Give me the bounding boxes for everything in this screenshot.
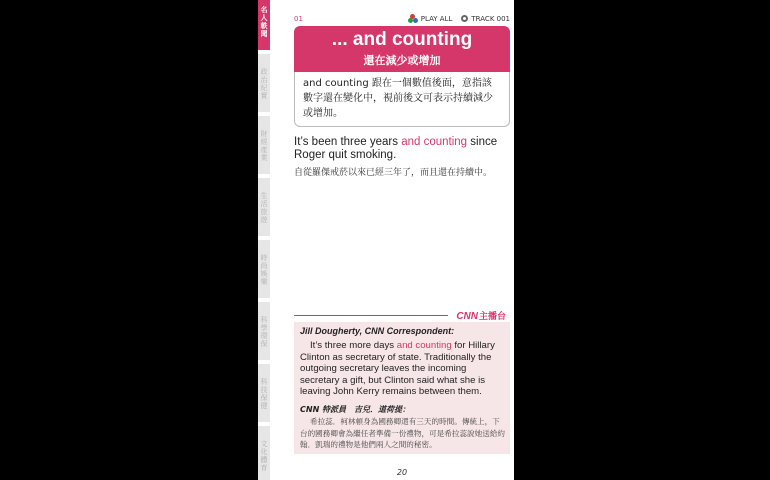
example-highlight: and counting — [401, 136, 468, 148]
cnn-logo: CNN — [456, 311, 478, 322]
cnn-quote-panel — [294, 322, 510, 454]
tab-finance[interactable]: 財經產業 — [258, 116, 270, 174]
play-all-icon[interactable] — [408, 14, 418, 23]
cnn-anchor-label: 主播台 — [478, 312, 506, 322]
tab-lifestyle[interactable]: 生活旅遊 — [258, 178, 270, 236]
quote-english: It’s three more days and counting for Hillary Clinton as secretary of state. Traditionally the outgoing secretary leaves the incoming secretary a gift, but Clinton said what she is leaving John Kerry remains between them. — [300, 340, 495, 398]
book-page — [258, 0, 514, 480]
speaker-name: Jill Dougherty, CNN Correspondent: — [300, 326, 455, 336]
tab-culture[interactable]: 文化體育 — [258, 426, 270, 480]
audio-controls — [408, 14, 510, 23]
tab-politics[interactable]: 政治紀實 — [258, 54, 270, 112]
phrase-translation: 還在減少或增加 — [363, 54, 441, 67]
tab-science[interactable]: 科學環保 — [258, 302, 270, 360]
tab-entertainment[interactable]: 時尚娛樂 — [258, 240, 270, 298]
entry-number: 01 — [294, 15, 303, 23]
quote-chinese: 希拉蕊．柯林頓身為國務卿還有三天的時間。傳統上，下台的國務卿會為繼任者準備一份禮物，可是希拉蕊說她送給約翰．凱瑞的禮物是他們兩人之間的秘密。 — [300, 417, 506, 449]
phrase-header — [294, 26, 510, 72]
phrase-explanation: and counting 跟在一個數值後面，意指該數字還在變化中，視前後文可表示持續減少或增加。 — [294, 72, 510, 127]
track-disc-icon — [461, 15, 468, 22]
quote-highlight: and counting — [396, 340, 452, 351]
page-number: 20 — [396, 468, 408, 477]
entry-content — [294, 0, 510, 480]
divider — [294, 315, 448, 316]
play-all-button[interactable]: PLAY ALL — [420, 14, 453, 23]
track-label[interactable]: TRACK 001 — [471, 14, 510, 23]
phrase-title: ... and counting — [331, 29, 473, 50]
example-english: It’s been three years and counting since Roger quit smoking. — [294, 136, 498, 161]
tab-technology[interactable]: 科技保健 — [258, 364, 270, 422]
cnn-anchor-bar — [294, 309, 510, 321]
example-chinese: 自從羅傑戒菸以來已經三年了，而且還在持續中。 — [294, 168, 493, 178]
tab-celebrity[interactable]: 名人軼聞 — [258, 0, 270, 50]
example-sentence — [294, 136, 510, 178]
speaker-name-chinese: CNN 特派員 吉兒．道荷提： — [300, 405, 411, 414]
section-tabs — [258, 0, 270, 480]
